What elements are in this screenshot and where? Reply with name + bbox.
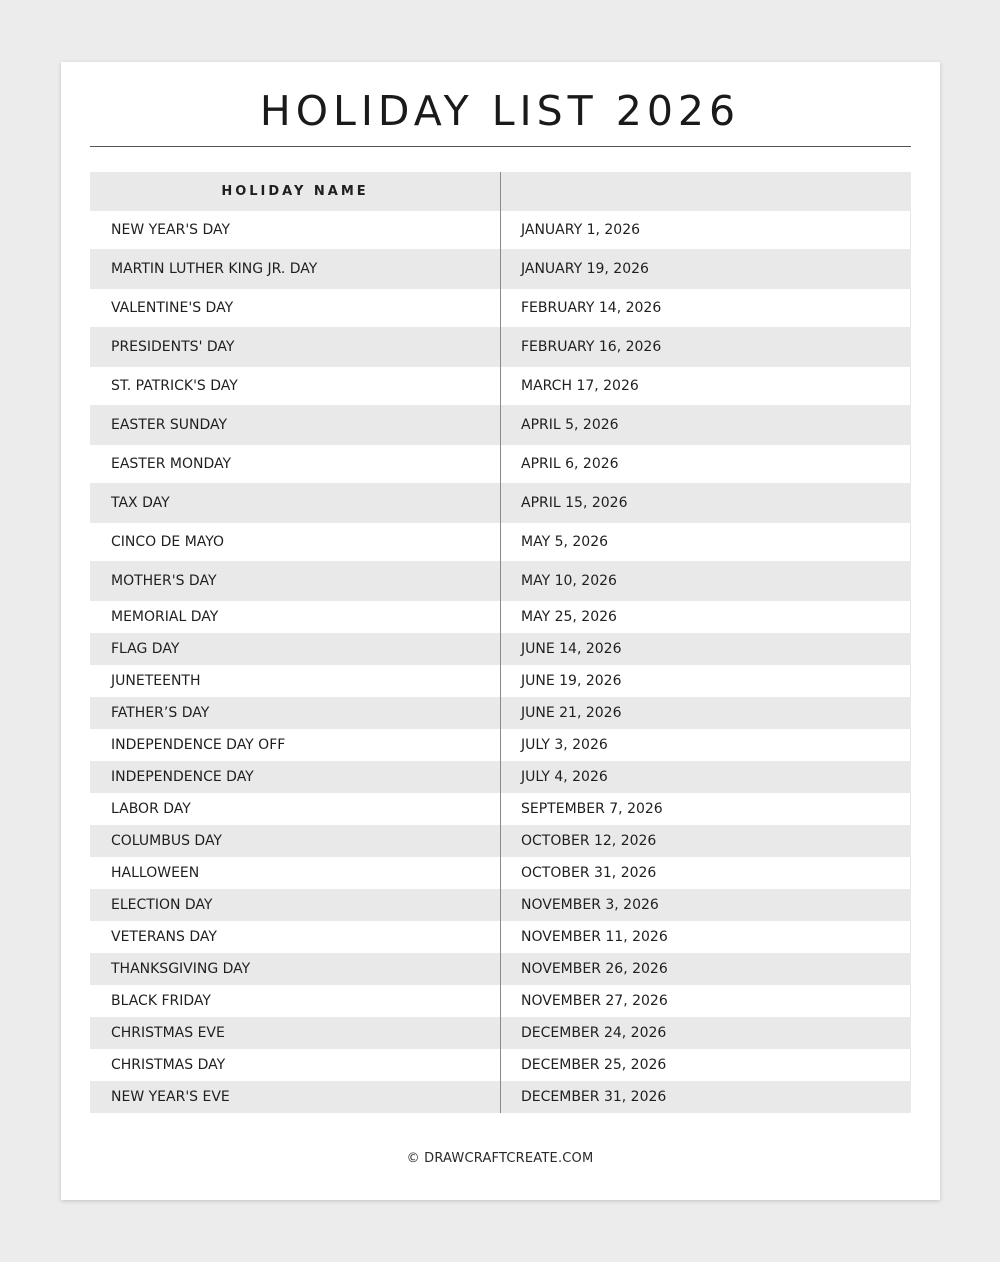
holiday-name-cell: EASTER MONDAY [111, 456, 232, 472]
holiday-date-cell: JANUARY 1, 2026 [521, 222, 641, 238]
holiday-date-cell: JUNE 14, 2026 [521, 641, 622, 657]
holiday-date-cell: JULY 4, 2026 [521, 769, 608, 785]
holiday-name-cell: NEW YEAR'S EVE [111, 1089, 230, 1105]
holiday-name-cell: BLACK FRIDAY [111, 993, 211, 1009]
holiday-date-cell: OCTOBER 12, 2026 [521, 833, 657, 849]
column-header-date [500, 172, 911, 211]
holiday-name-cell: INDEPENDENCE DAY [111, 769, 254, 785]
holiday-date-cell: NOVEMBER 11, 2026 [521, 929, 668, 945]
holiday-date-cell: JUNE 19, 2026 [521, 673, 622, 689]
holiday-name-cell: EASTER SUNDAY [111, 417, 228, 433]
holiday-date-cell: NOVEMBER 3, 2026 [521, 897, 659, 913]
holiday-date-cell: MAY 10, 2026 [521, 573, 617, 589]
holiday-name-cell: MOTHER'S DAY [111, 573, 217, 589]
holiday-name-cell: MEMORIAL DAY [111, 609, 219, 625]
holiday-date-cell: APRIL 6, 2026 [521, 456, 619, 472]
column-divider [500, 172, 501, 1113]
holiday-date-cell: MAY 25, 2026 [521, 609, 617, 625]
holiday-date-cell: MAY 5, 2026 [521, 534, 609, 550]
holiday-name-cell: JUNETEENTH [111, 673, 201, 689]
page-title: HOLIDAY LIST 2026 [259, 87, 741, 135]
holiday-date-cell: MARCH 17, 2026 [521, 378, 639, 394]
holiday-name-cell: NEW YEAR'S DAY [111, 222, 231, 238]
column-header-holiday-name: HOLIDAY NAME [221, 184, 369, 199]
holiday-date-cell: JUNE 21, 2026 [521, 705, 622, 721]
holiday-name-cell: COLUMBUS DAY [111, 833, 222, 849]
holiday-date-cell: OCTOBER 31, 2026 [521, 865, 657, 881]
holiday-name-cell: VALENTINE'S DAY [111, 300, 234, 316]
footer-credit: © DRAWCRAFTCREATE.COM [406, 1151, 594, 1166]
holiday-name-cell: FATHER’S DAY [111, 705, 210, 721]
holiday-name-cell: PRESIDENTS' DAY [111, 339, 235, 355]
holiday-name-cell: TAX DAY [111, 495, 170, 511]
holiday-date-cell: JULY 3, 2026 [521, 737, 608, 753]
holiday-date-cell: SEPTEMBER 7, 2026 [521, 801, 663, 817]
holiday-name-cell: LABOR DAY [111, 801, 191, 817]
holiday-name-cell: ELECTION DAY [111, 897, 213, 913]
holiday-date-cell: NOVEMBER 27, 2026 [521, 993, 668, 1009]
holiday-date-cell: JANUARY 19, 2026 [521, 261, 649, 277]
holiday-date-cell: FEBRUARY 14, 2026 [521, 300, 662, 316]
holiday-name-cell: CHRISTMAS EVE [111, 1025, 225, 1041]
holiday-name-cell: VETERANS DAY [111, 929, 217, 945]
holiday-date-cell: DECEMBER 25, 2026 [521, 1057, 667, 1073]
holiday-name-cell: CHRISTMAS DAY [111, 1057, 226, 1073]
holiday-date-cell: NOVEMBER 26, 2026 [521, 961, 668, 977]
holiday-name-cell: THANKSGIVING DAY [111, 961, 251, 977]
holiday-name-cell: CINCO DE MAYO [111, 534, 225, 550]
holiday-name-cell: MARTIN LUTHER KING JR. DAY [111, 261, 318, 277]
title-divider [90, 146, 911, 147]
holiday-date-cell: FEBRUARY 16, 2026 [521, 339, 662, 355]
holiday-date-cell: APRIL 5, 2026 [521, 417, 619, 433]
holiday-date-cell: DECEMBER 31, 2026 [521, 1089, 667, 1105]
holiday-name-cell: INDEPENDENCE DAY OFF [111, 737, 286, 753]
holiday-name-cell: HALLOWEEN [111, 865, 200, 881]
holiday-date-cell: APRIL 15, 2026 [521, 495, 628, 511]
holiday-name-cell: FLAG DAY [111, 641, 180, 657]
holiday-date-cell: DECEMBER 24, 2026 [521, 1025, 667, 1041]
holiday-name-cell: ST. PATRICK'S DAY [111, 378, 238, 394]
